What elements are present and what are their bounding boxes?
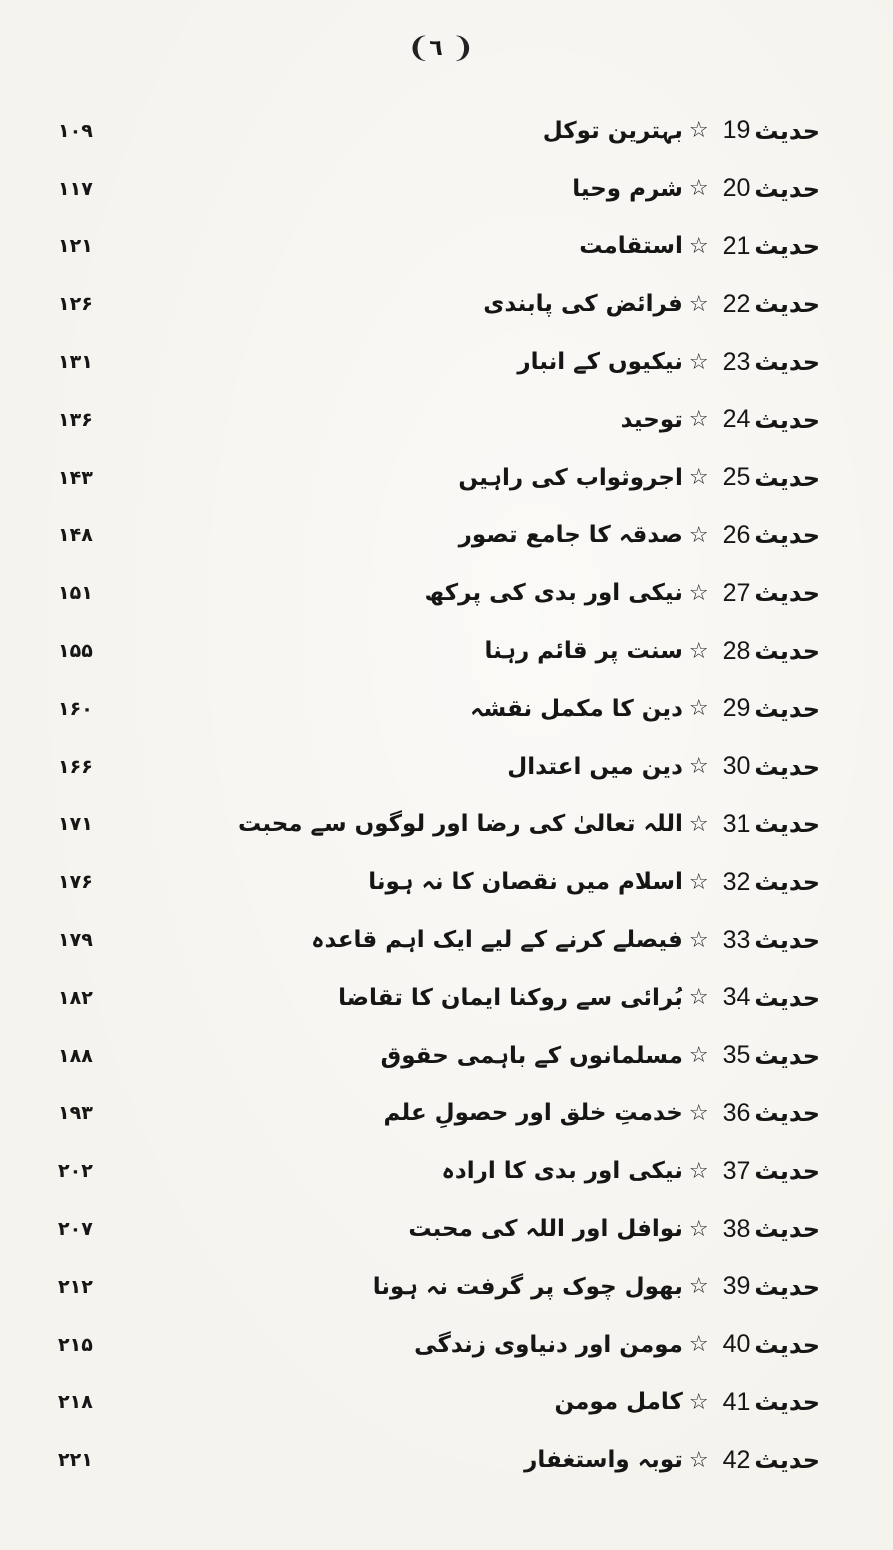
toc-entry-title: بُرائی سے روکنا ایمان کا تقاضا: [338, 984, 683, 1011]
hadith-label: حدیث: [754, 463, 820, 492]
hadith-label: حدیث: [754, 1215, 820, 1244]
toc-entry[interactable]: [40, 160, 840, 218]
toc-page-number: ۲۱۸: [58, 1391, 93, 1414]
hadith-label: حدیث: [754, 521, 820, 550]
star-icon: ☆: [688, 985, 709, 1011]
hadith-number: 39: [722, 1272, 751, 1301]
hadith-label: حدیث: [754, 1099, 820, 1128]
toc-entry-title: بھول چوک پر گرفت نہ ہونا: [372, 1273, 683, 1300]
hadith-number: 19: [722, 116, 751, 145]
toc-page-number: ۱۵۵: [58, 640, 93, 663]
toc-entry-heading: [414, 1316, 820, 1374]
toc-page-number: ۱۹۳: [58, 1102, 93, 1125]
hadith-label: حدیث: [754, 1446, 820, 1475]
star-icon: ☆: [688, 176, 709, 202]
star-icon: ☆: [688, 522, 709, 548]
toc-entry[interactable]: [40, 391, 840, 449]
hadith-number: 29: [722, 694, 751, 723]
hadith-label: حدیث: [754, 983, 820, 1012]
star-icon: ☆: [688, 580, 709, 606]
toc-entry-title: فرائض کی پابندی: [483, 291, 683, 318]
toc-entry-title: نیکیوں کے انبار: [517, 349, 683, 376]
hadith-number: 28: [722, 636, 751, 665]
toc-page-number: ۱۵۱: [58, 582, 93, 605]
star-icon: ☆: [688, 1274, 709, 1300]
toc-entry[interactable]: [40, 564, 840, 622]
toc-entry-title: توحید: [620, 406, 683, 433]
toc-entry[interactable]: [40, 333, 840, 391]
hadith-label: حدیث: [754, 1041, 820, 1070]
hadith-label: حدیث: [754, 348, 820, 377]
toc-entry-heading: [517, 333, 820, 391]
toc-page-number: ۱۲۶: [58, 293, 93, 316]
hadith-number: 24: [722, 405, 751, 434]
toc-page-number: ۱۸۸: [58, 1044, 93, 1067]
toc-entry-title: صدقہ کا جامع تصور: [458, 522, 683, 549]
toc-entry[interactable]: [40, 1027, 840, 1085]
star-icon: ☆: [688, 1100, 709, 1126]
star-icon: ☆: [688, 754, 709, 780]
toc-entry-heading: [543, 102, 820, 160]
toc-entry-title: فیصلے کرنے کے لیے ایک اہم قاعدہ: [311, 927, 683, 954]
toc-page-number: ۱۸۲: [58, 986, 93, 1009]
toc-entry-title: بہترین توکل: [542, 117, 683, 144]
toc-entry-title: اسلام میں نقصان کا نہ ہونا: [368, 869, 683, 896]
toc-entry-heading: [381, 1027, 820, 1085]
toc-page-number: ۱۰۹: [58, 119, 93, 142]
hadith-label: حدیث: [754, 1388, 820, 1417]
toc-page-number: ۱۷۶: [58, 871, 93, 894]
toc-page-number: ۱۶۶: [58, 755, 93, 778]
ornament-left-icon: ❨: [407, 31, 431, 64]
toc-entry-title: نیکی اور بدی کی پرکھ: [424, 580, 683, 607]
toc-entry-heading: [524, 1431, 820, 1489]
star-icon: ☆: [688, 869, 709, 895]
toc-entry-title: نوافل اور اللہ کی محبت: [408, 1216, 683, 1243]
toc-entry-title: خدمتِ خلق اور حصولِ علم: [383, 1100, 683, 1127]
toc-entry-heading: [441, 1142, 820, 1200]
hadith-number: 27: [722, 578, 751, 607]
toc-entry[interactable]: [40, 1316, 840, 1374]
toc-entry-title: استقامت: [579, 233, 683, 260]
toc-page-number: ۱۲۱: [58, 235, 93, 258]
toc-entry-heading: [408, 1200, 820, 1258]
toc-entry-title: شرم وحیا: [572, 175, 683, 202]
hadith-number: 30: [722, 752, 751, 781]
star-icon: ☆: [688, 1447, 709, 1473]
page-number: ٦: [429, 35, 443, 61]
star-icon: ☆: [688, 811, 709, 837]
hadith-label: حدیث: [754, 1157, 820, 1186]
page-number-header: [405, 26, 475, 70]
toc-entry-title: نیکی اور بدی کا ارادہ: [441, 1158, 683, 1185]
toc-entry[interactable]: [40, 680, 840, 738]
toc-entry[interactable]: [40, 796, 840, 854]
toc-entry-heading: [425, 564, 820, 622]
star-icon: ☆: [688, 465, 709, 491]
hadith-number: 23: [722, 347, 751, 376]
hadith-number: 20: [722, 174, 751, 203]
hadith-label: حدیث: [754, 637, 820, 666]
toc-entry-heading: [507, 738, 820, 796]
star-icon: ☆: [688, 1332, 709, 1358]
hadith-number: 36: [722, 1098, 751, 1127]
hadith-label: حدیث: [754, 752, 820, 781]
hadith-label: حدیث: [754, 694, 820, 723]
toc-entry-title: سنت پر قائم رہنا: [484, 638, 683, 665]
toc-page-number: ۲۱۲: [58, 1275, 93, 1298]
toc-entry-heading: [483, 275, 820, 333]
toc-page-number: ۱۱۷: [58, 177, 93, 200]
toc-page-number: ۲۰۷: [58, 1218, 93, 1241]
toc-entry-title: دین کا مکمل نقشہ: [470, 695, 683, 722]
toc-entry-title: توبہ واستغفار: [524, 1447, 683, 1474]
hadith-label: حدیث: [754, 116, 820, 145]
star-icon: ☆: [688, 1158, 709, 1184]
toc-page-number: ۲۱۵: [58, 1333, 93, 1356]
hadith-number: 34: [722, 983, 751, 1012]
toc-page-number: ۲۰۲: [58, 1160, 93, 1183]
toc-page-number: ۱۶۰: [58, 697, 93, 720]
toc-entry-heading: [470, 680, 820, 738]
toc-entry[interactable]: [40, 969, 840, 1027]
table-of-contents: [40, 102, 840, 1489]
hadith-number: 38: [722, 1214, 751, 1243]
star-icon: ☆: [688, 638, 709, 664]
toc-page-number: ۱۴۸: [58, 524, 93, 547]
hadith-label: حدیث: [754, 579, 820, 608]
toc-entry-heading: [484, 622, 820, 680]
hadith-number: 35: [722, 1041, 751, 1070]
toc-entry-title: اجروثواب کی راہیں: [458, 464, 683, 491]
toc-page-number: ۲۲۱: [58, 1449, 93, 1472]
toc-entry-heading: [373, 1258, 820, 1316]
hadith-number: 37: [722, 1156, 751, 1185]
hadith-label: حدیث: [754, 868, 820, 897]
star-icon: ☆: [688, 1389, 709, 1415]
hadith-number: 21: [722, 231, 751, 260]
star-icon: ☆: [688, 696, 709, 722]
toc-entry-heading: [459, 507, 820, 565]
toc-entry[interactable]: [40, 1200, 840, 1258]
toc-page-number: ۱۳۱: [58, 351, 93, 374]
star-icon: ☆: [688, 407, 709, 433]
toc-page-number: ۱۴۳: [58, 466, 93, 489]
toc-entry[interactable]: [40, 622, 840, 680]
toc-entry-title: مومن اور دنیاوی زندگی: [414, 1331, 683, 1358]
hadith-label: حدیث: [754, 810, 820, 839]
toc-entry[interactable]: [40, 1085, 840, 1143]
toc-entry[interactable]: [40, 1431, 840, 1489]
star-icon: ☆: [688, 927, 709, 953]
hadith-number: 22: [722, 289, 751, 318]
star-icon: ☆: [688, 1216, 709, 1242]
hadith-number: 31: [722, 809, 751, 838]
toc-entry-heading: [368, 853, 820, 911]
toc-entry-heading: [554, 1374, 820, 1432]
hadith-number: 25: [722, 463, 751, 492]
hadith-label: حدیث: [754, 232, 820, 261]
toc-entry-heading: [338, 969, 820, 1027]
toc-page-number: ۱۷۹: [58, 929, 93, 952]
hadith-label: حدیث: [754, 405, 820, 434]
toc-entry[interactable]: [40, 449, 840, 507]
hadith-label: حدیث: [754, 1272, 820, 1301]
toc-page-number: ۱۷۱: [58, 813, 93, 836]
hadith-number: 42: [722, 1445, 751, 1474]
toc-entry-heading: [238, 796, 820, 854]
hadith-number: 40: [722, 1330, 751, 1359]
hadith-number: 41: [722, 1387, 751, 1416]
star-icon: ☆: [688, 118, 709, 144]
toc-entry-title: مسلمانوں کے باہمی حقوق: [380, 1042, 683, 1069]
toc-entry[interactable]: [40, 1142, 840, 1200]
toc-entry-heading: [579, 218, 820, 276]
toc-entry-title: دین میں اعتدال: [507, 753, 683, 780]
star-icon: ☆: [688, 1043, 709, 1069]
toc-entry-title: اللہ تعالیٰ کی رضا اور لوگوں سے محبت: [237, 811, 683, 838]
toc-entry-heading: [311, 911, 820, 969]
hadith-label: حدیث: [754, 1330, 820, 1359]
toc-entry[interactable]: [40, 275, 840, 333]
toc-entry[interactable]: [40, 911, 840, 969]
hadith-number: 32: [722, 867, 751, 896]
toc-entry-heading: [458, 449, 820, 507]
toc-entry[interactable]: [40, 853, 840, 911]
star-icon: ☆: [688, 233, 709, 259]
toc-entry[interactable]: [40, 1374, 840, 1432]
star-icon: ☆: [688, 291, 709, 317]
toc-entry[interactable]: [40, 102, 840, 160]
toc-entry-title: کامل مومن: [554, 1389, 683, 1416]
toc-entry[interactable]: [40, 218, 840, 276]
toc-page-number: ۱۳۶: [58, 408, 93, 431]
ornament-right-icon: ❩: [451, 31, 475, 64]
toc-entry-heading: [572, 160, 820, 218]
toc-entry[interactable]: [40, 507, 840, 565]
hadith-label: حدیث: [754, 290, 820, 319]
toc-entry[interactable]: [40, 1258, 840, 1316]
toc-entry-heading: [621, 391, 820, 449]
hadith-number: 33: [722, 925, 751, 954]
hadith-number: 26: [722, 520, 751, 549]
hadith-label: حدیث: [754, 174, 820, 203]
toc-entry-heading: [384, 1085, 820, 1143]
hadith-label: حدیث: [754, 926, 820, 955]
toc-entry[interactable]: [40, 738, 840, 796]
star-icon: ☆: [688, 349, 709, 375]
